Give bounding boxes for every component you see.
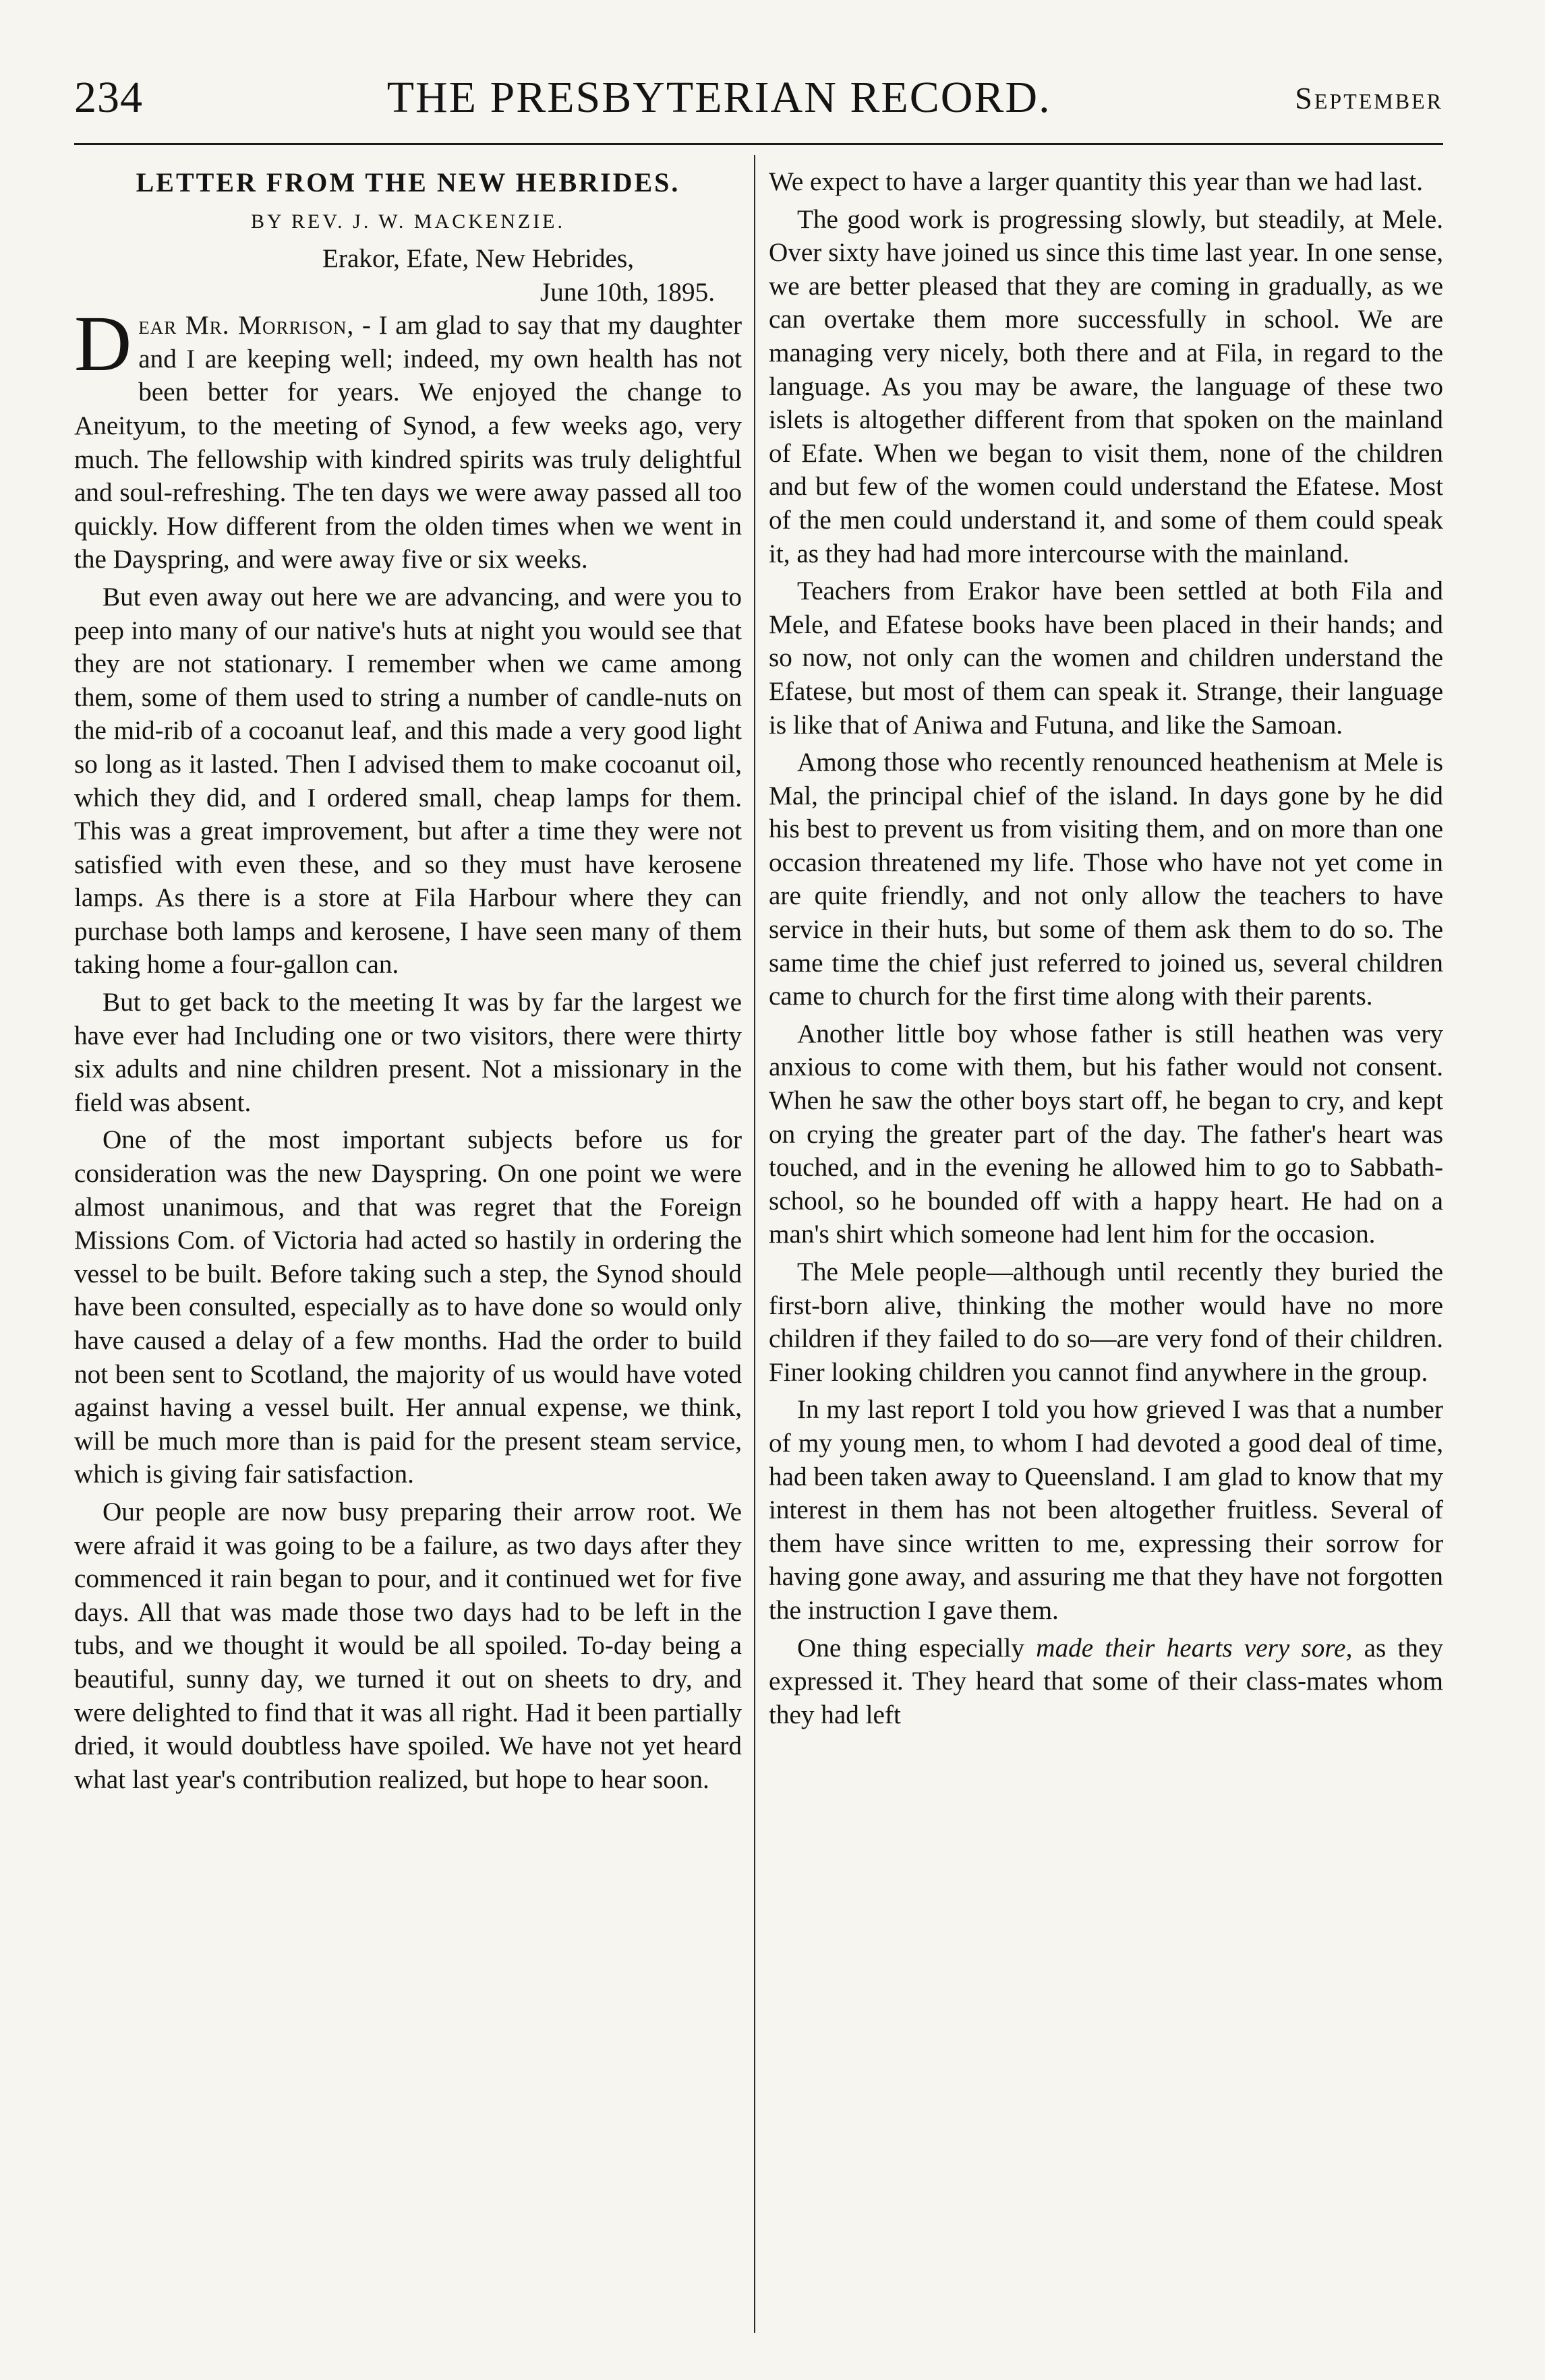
- paragraph-dayspring: One of the most important subjects before us for consideration was the new Dayspring. On one point we were almost unanimous, and that was regret that the Foreign Missions Com. of Victoria had acted so hastily in ordering the vessel to be built. Before taking such a step, the Synod should have been consulted, especially as to have done so would only have caused a delay of a few months. Had the order to build not been sent to Scotland, the majority of us would have voted against having a vessel built. Her annual expense, we think, will be much more than is paid for the present steam service, which is giving fair satisfaction.: [74, 1125, 742, 1489]
- salutation: ear Mr. Morrison,: [138, 311, 355, 340]
- drop-cap: D: [74, 299, 132, 388]
- paragraph-queensland: In my last report I told you how grieved I was that a number of my young men, to whom I had devoted a good deal of time, had been taken away to Queensland. I am glad to know that my interest in them has not been altogether fruitless. Several of them have since written to me, expressing their sorrow for having gone away, and assuring me that they have not forgotten the instruction I gave them.: [769, 1395, 1443, 1625]
- paragraph-meeting: But to get back to the meeting It was by far the largest we have ever had Including one or two visitors, there were thirty six adults and nine children present. Not a missionary in the field was absent.: [74, 988, 742, 1117]
- paragraph-lamps: But even away out here we are advancing, and were you to peep into many of our native's huts at night you would see that they are not stationary. I remember when we came among them, some of them used to string a number of candle-nuts on the mid-rib of a cocoanut leaf, and this made a very good light so long as it lasted. Then I advised them to make cocoanut oil, which they did, and I ordered small, cheap lamps for them. This was a great improvement, but after a time they were not satisfied with even these, and so they must have kerosene lamps. As there is a store at Fila Harbour where they can purchase both lamps and kerosene, I have seen many of them taking home a four-gallon can.: [74, 582, 742, 980]
- article-headline: LETTER FROM THE NEW HEBRIDES.: [136, 167, 680, 198]
- column-right: [769, 165, 1443, 2329]
- publication-title: THE PRESBYTERIAN RECORD.: [386, 73, 1051, 122]
- article-byline: BY REV. J. W. MACKENZIE.: [250, 210, 566, 233]
- running-head: [74, 67, 1443, 128]
- column-left: [74, 165, 742, 2329]
- paragraph-teachers: Teachers from Erakor have been settled at both Fila and Mele, and Efatese books have been placed in their hands; and so now, not only can the women and children understand the Efatese, but most of them can speak it. Strange, their language is like that of Aniwa and Futuna, and like the Samoan.: [769, 576, 1443, 740]
- paragraph-continued: We expect to have a larger quantity this year than we had last.: [769, 167, 1424, 196]
- paragraph-boy: Another little boy whose father is still heathen was very anxious to come with them, but his father would not consent. When he saw the other boys start off, he began to cry, and kept on crying the greater part of the day. The father's heart was touched, and in the evening he allowed him to go to Sabbath-school, so he bounded off with a happy heart. He had on a man's shirt which someone had lent him for the occasion.: [769, 1019, 1443, 1249]
- paragraph-chief: Among those who recently renounced heathenism at Mele is Mal, the principal chief of the island. In days gone by he did his best to prevent us from visiting them, and on more than one occasion threatened my life. Those who have not yet come in are quite friendly, and not only allow the teachers to have service in their huts, but some of them ask them to do so. The same time the chief just referred to joined us, several children came to church for the first time along with their parents.: [769, 748, 1443, 1011]
- header-rule: [74, 143, 1443, 145]
- issue-month: September: [1295, 80, 1443, 115]
- dateline-place: Erakor, Efate, New Hebrides,: [322, 244, 634, 273]
- dateline-date: June 10th, 1895.: [540, 277, 715, 307]
- paragraph-arrowroot: Our people are now busy preparing their arrow root. We were afraid it was going to be a failure, as two days after they commenced it rain began to pour, and it continued wet for five days. All that was made those two days had to be left in the tubs, and we thought it would be all spoiled. To-day being a beautiful, sunny day, we turned it out on sheets to dry, and were delighted to find that it was all right. Had it been partially dried, it would doubtless have spoiled. We have not yet heard what last year's contribution realized, but hope to hear soon.: [74, 1497, 742, 1794]
- column-divider: [754, 155, 755, 2333]
- article-dateline: [74, 242, 742, 309]
- last-para-end: as they expressed it. They heard that some of their class-mates whom they had left: [769, 1633, 1443, 1729]
- page-number: 234: [74, 73, 143, 122]
- last-para-start: One thing especially: [797, 1633, 1025, 1663]
- opening-text: - I am glad to say that my daughter and I are keeping well; indeed, my own health has not been better for years. We enjoyed the change to Aneityum, to the meeting of Synod, a few weeks ago, very much. The fellowship with kindred spirits was truly delightful and soul-refreshing. The ten days we were away passed all too quickly. How different from the olden times when we went in the Dayspring, and were away five or six weeks.: [74, 311, 742, 574]
- opening-paragraph: [74, 299, 742, 576]
- paragraph-children: The Mele people—although until recently they buried the first-born alive, thinking the mother would have no more children if they failed to do so—are very fond of their children. Finer looking children you cannot find anywhere in the group.: [769, 1257, 1443, 1387]
- paragraph-last: [769, 1632, 1443, 1732]
- last-para-italic: made their hearts very sore,: [1036, 1633, 1353, 1663]
- paragraph-mele: The good work is progressing slowly, but steadily, at Mele. Over sixty have joined us since this time last year. In one sense, we are better pleased that they are coming in gradually, as we can overtake them more successfully in school. We are managing very nicely, both there and at Fila, in regard to the language. As you may be aware, the language of these two islets is altogether different from that spoken on the mainland of Efate. When we began to visit them, none of the children and but few of the women could understand the Efatese. Most of the men could understand it, and some of them could speak it, as they had had more intercourse with the mainland.: [769, 204, 1443, 568]
